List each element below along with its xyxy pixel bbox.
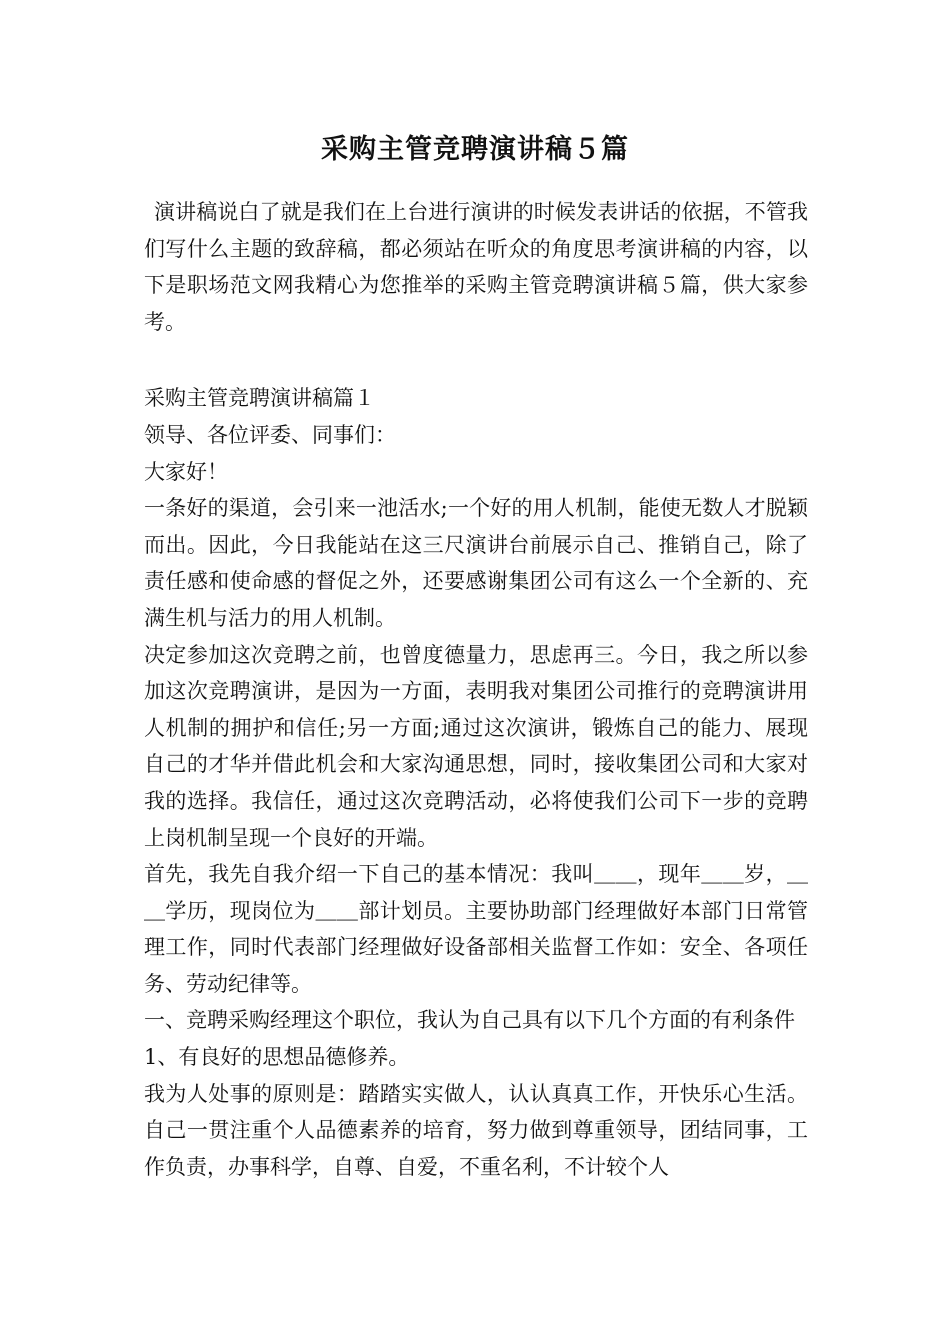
body-paragraph: 决定参加这次竞聘之前，也曾度德量力，思虑再三。今日，我之所以参加这次竞聘演讲，是因为一方面，表明我对集团公司推行的竞聘演讲用人机制的拥护和信任;另一方面;通过这次演讲，锻炼自己的能力、展现自己的才华并借此机会和大家沟通思想，同时，接收集团公司和大家对我的选择。我信任，通过这次竞聘活动，必将使我们公司下一步的竞聘上岗机制呈现一个良好的开端。: [144, 642, 808, 850]
document-body: [144, 194, 808, 1185]
list-item: 1、有良好的思想品德修养。: [144, 1045, 410, 1070]
document-title: 采购主管竞聘演讲稿５篇: [321, 134, 629, 165]
body-paragraph: 首先，我先自我介绍一下自己的基本情况：我叫＿＿，现年＿＿岁，＿＿学历，现岗位为＿＿部计划员。主要协助部门经理做好本部门日常管理工作，同时代表部门经理做好设备部相关监督工作如：安全、各项任务、劳动纪律等。: [144, 862, 808, 996]
subheading: 一、竞聘采购经理这个职位，我认为自己具有以下几个方面的有利条件: [144, 1008, 795, 1033]
body-paragraph: 一条好的渠道，会引来一池活水;一个好的用人机制，能使无数人才脱颖而出。因此，今日我能站在这三尺演讲台前展示自己、推销自己，除了责任感和使命感的督促之外，还要感谢集团公司有这么一个全新的、充满生机与活力的用人机制。: [144, 496, 808, 630]
paragraph-spacer: [144, 340, 808, 380]
greeting: 大家好！: [144, 459, 228, 484]
section-heading: 采购主管竞聘演讲稿篇１: [144, 386, 375, 411]
salutation: 领导、各位评委、同事们：: [144, 422, 396, 447]
body-paragraph: 我为人处事的原则是：踏踏实实做人，认认真真工作，开快乐心生活。自己一贯注重个人品德素养的培育，努力做到尊重领导，团结同事，工作负责，办事科学，自尊、自爱，不重名利，不计较个人: [144, 1081, 808, 1179]
intro-paragraph: 演讲稿说白了就是我们在上台进行演讲的时候发表讲话的依据，不管我们写什么主题的致辞稿，都必须站在听众的角度思考演讲稿的内容，以下是职场范文网我精心为您推举的采购主管竞聘演讲稿５篇，供大家参考。: [144, 200, 808, 334]
